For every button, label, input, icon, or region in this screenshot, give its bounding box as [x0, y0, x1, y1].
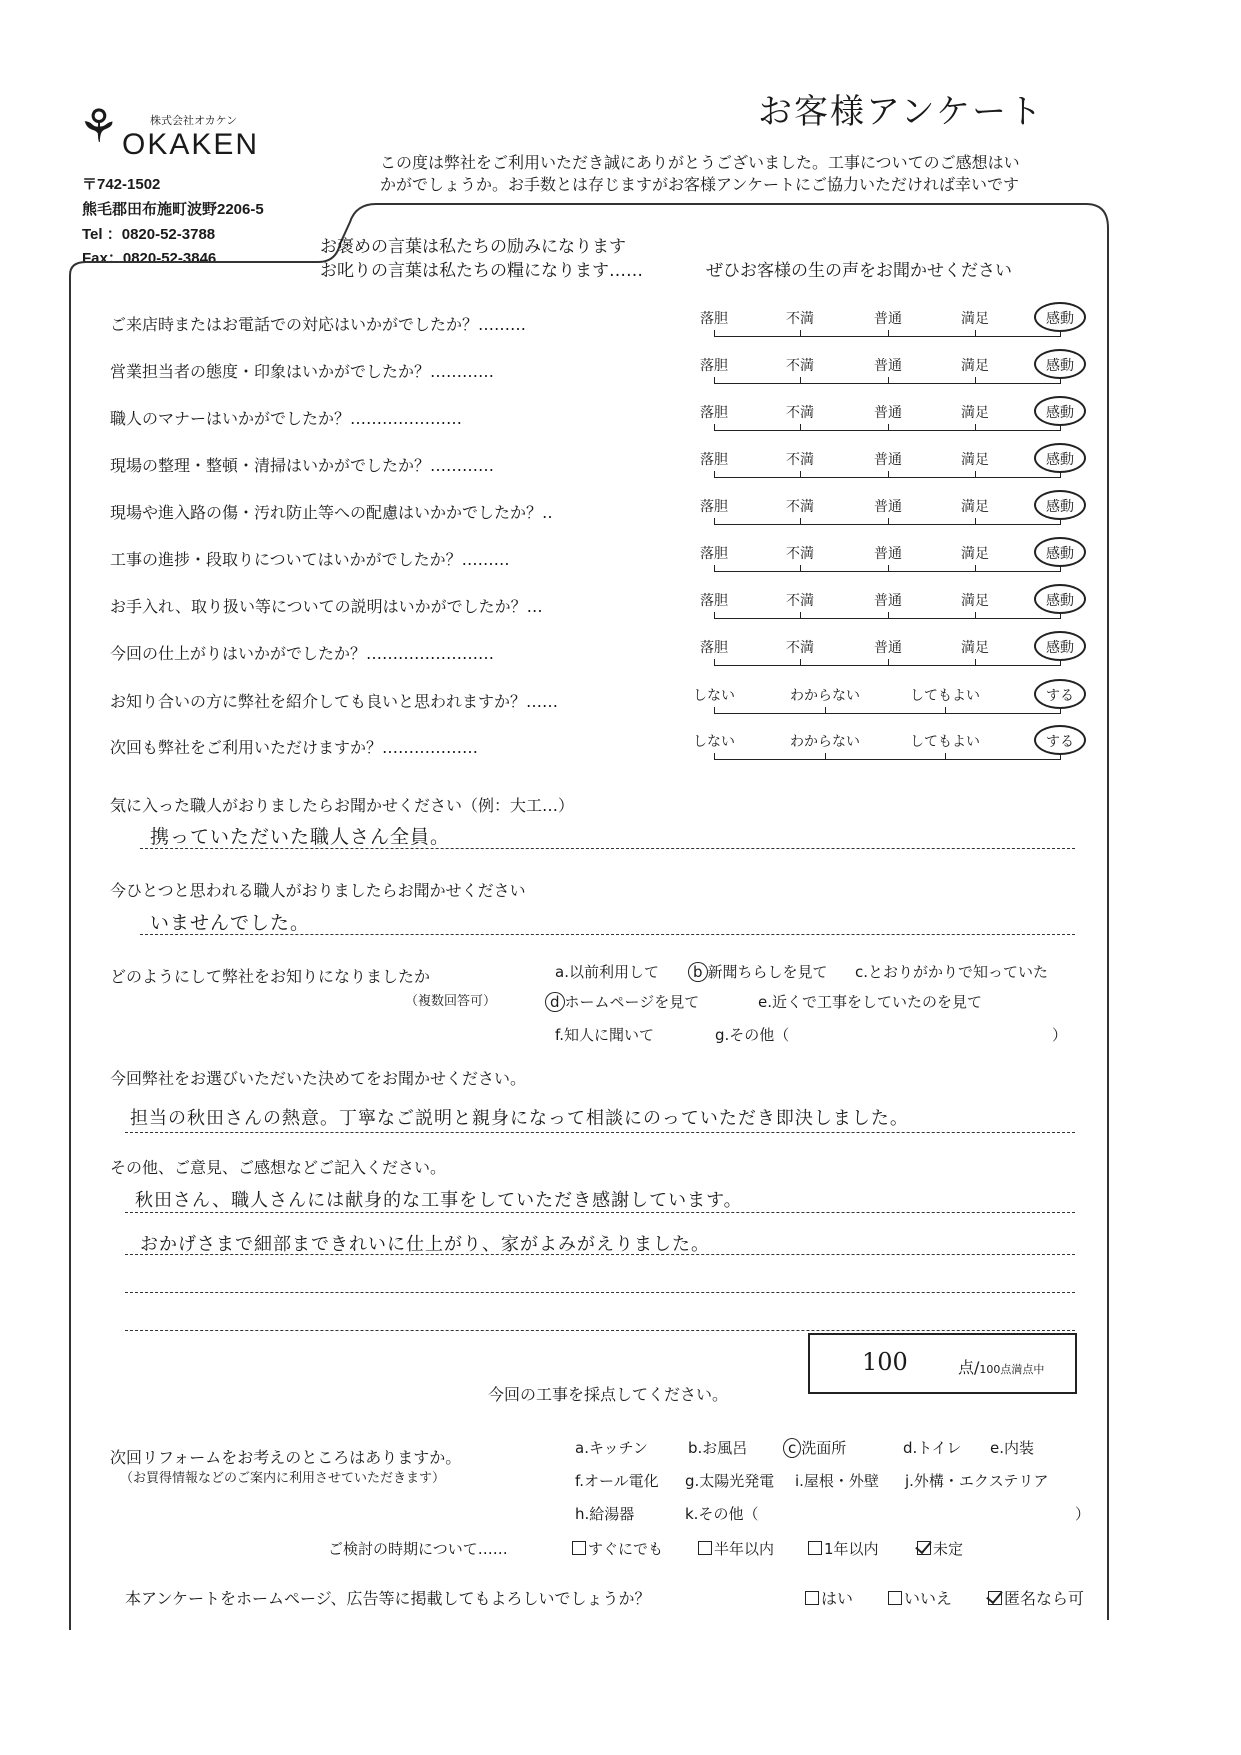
timing-option-half-year[interactable]: 半年以内 — [698, 1538, 774, 1559]
source-note: （複数回答可） — [405, 994, 497, 1009]
rating-scale[interactable] — [690, 685, 1074, 725]
source-question: どのようにして弊社をお知りになりましたか — [110, 967, 431, 986]
timing-option-undecided[interactable]: 未定 — [917, 1538, 963, 1559]
reason-question: 今回弊社をお選びいただいた決めてをお聞かせください。 — [110, 1069, 527, 1088]
checked-checkbox-icon — [917, 1541, 931, 1555]
page-title: お客様アンケート — [758, 92, 1044, 132]
scale-tick — [714, 330, 715, 337]
timing-option-soon[interactable]: すぐにでも — [572, 1538, 663, 1559]
scale-tick — [800, 659, 801, 666]
favorite-answer-line — [140, 848, 1075, 849]
scale-option[interactable]: しない — [693, 734, 735, 750]
scale-tick — [714, 753, 715, 760]
rating-question: 現場の整理・整頓・清掃はいかがでしたか？………… — [110, 456, 495, 475]
selected-circle — [1034, 725, 1086, 755]
scale-option[interactable]: 不満 — [786, 311, 814, 327]
scale-tick — [975, 612, 976, 619]
reform-question: 次回リフォームをお考えのところはありますか。 — [110, 1448, 462, 1467]
checkbox-icon — [572, 1541, 586, 1555]
checkbox-icon — [805, 1591, 819, 1605]
rating-scale[interactable] — [690, 449, 1074, 489]
scale-option[interactable]: 落胆 — [700, 499, 728, 515]
scale-option[interactable]: 普通 — [874, 452, 902, 468]
improve-question: 今ひとつと思われる職人がおりましたらお聞かせください — [110, 881, 526, 900]
scale-tick — [800, 518, 801, 525]
scale-tick — [800, 612, 801, 619]
scale-option[interactable]: 落胆 — [700, 593, 728, 609]
scale-option[interactable]: 感動 — [1046, 311, 1074, 327]
rating-question: 現場や進入路の傷・汚れ防止等への配慮はいかかでしたか？‥ — [110, 503, 553, 522]
score-label: 今回の工事を採点してください。 — [488, 1385, 729, 1404]
comments-line-1[interactable]: 秋田さん、職人さんには献身的な工事をしていただき感謝しています。 — [135, 1190, 743, 1211]
scale-tick — [714, 377, 715, 384]
selected-circle — [1034, 396, 1086, 426]
selected-circle: d — [545, 992, 565, 1012]
scale-tick — [800, 330, 801, 337]
scale-tick — [888, 330, 889, 337]
selected-circle — [1034, 537, 1086, 567]
scale-option[interactable]: 感動 — [1046, 499, 1074, 515]
scale-tick — [888, 518, 889, 525]
scale-line — [714, 618, 1060, 619]
scale-tick — [800, 424, 801, 431]
scale-option[interactable]: 感動 — [1046, 405, 1074, 421]
source-option-f[interactable]: f.知人に聞いて — [555, 1026, 654, 1044]
scale-line — [714, 477, 1060, 478]
source-option-e[interactable]: e.近くで工事をしていたのを見て — [758, 993, 982, 1011]
source-option-g[interactable]: g.その他（ — [715, 1026, 790, 1044]
scale-tick — [714, 612, 715, 619]
publish-question: 本アンケートをホームページ、広告等に掲載してもよろしいでしょうか？ — [125, 1589, 651, 1608]
scale-option[interactable]: 落胆 — [700, 546, 728, 562]
selected-circle — [1034, 443, 1086, 473]
selected-circle — [1034, 631, 1086, 661]
selected-circle: c — [783, 1438, 801, 1458]
reform-note: （お買得情報などのご案内に利用させていただきます） — [120, 1471, 446, 1486]
checkbox-icon — [888, 1591, 902, 1605]
scale-option[interactable]: 落胆 — [700, 405, 728, 421]
checkbox-icon — [698, 1541, 712, 1555]
source-option-g-close: ） — [1052, 1026, 1068, 1044]
scale-option[interactable]: 普通 — [874, 546, 902, 562]
reform-option-f[interactable]: f.オール電化 — [575, 1472, 659, 1490]
scale-option[interactable]: 不満 — [786, 593, 814, 609]
scale-line — [714, 430, 1060, 431]
rating-scale[interactable] — [690, 731, 1074, 771]
scale-option[interactable]: 満足 — [961, 640, 989, 656]
rating-question: 職人のマナーはいかがでしたか？………………… — [110, 409, 463, 428]
scale-option[interactable]: 不満 — [786, 640, 814, 656]
favorite-answer[interactable]: 携っていただいた職人さん全員。 — [150, 826, 451, 848]
source-option-d[interactable]: d ホームページを見て — [545, 991, 699, 1012]
scale-option[interactable]: 普通 — [874, 311, 902, 327]
scale-tick — [888, 424, 889, 431]
selected-circle — [1034, 349, 1086, 379]
scale-tick — [975, 377, 976, 384]
reform-option-a[interactable]: a.キッチン — [575, 1439, 648, 1457]
address: 熊毛郡田布施町波野2206-5 — [82, 201, 264, 218]
scale-option[interactable]: してもよい — [910, 688, 980, 704]
comments-line-2[interactable]: おかげさまで細部まできれいに仕上がり、家がよみがえりました。 — [140, 1234, 710, 1255]
scale-option[interactable]: 普通 — [874, 405, 902, 421]
scale-option[interactable]: 落胆 — [700, 358, 728, 374]
reform-option-b[interactable]: b.お風呂 — [688, 1439, 748, 1457]
timing-label: ご検討の時期について…… — [328, 1540, 508, 1558]
rating-scale[interactable] — [690, 308, 1074, 348]
intro-line-2: かがでしょうか。お手数とは存じますがお客様アンケートにご協力いただければ幸いです — [380, 175, 1020, 194]
rating-question: 工事の進捗・段取りについてはいかがでしたか？……… — [110, 550, 510, 569]
scale-line — [714, 571, 1060, 572]
scale-option[interactable]: 不満 — [786, 358, 814, 374]
scale-option[interactable]: してもよい — [910, 734, 980, 750]
publish-option-no[interactable]: いいえ — [888, 1586, 952, 1609]
scale-tick — [945, 753, 946, 760]
scale-option[interactable]: 感動 — [1046, 452, 1074, 468]
score-unit: 点/100点満点中 — [958, 1358, 1045, 1377]
rating-question: お知り合いの方に弊社を紹介しても良いと思われますか？…… — [110, 692, 559, 711]
company-name-small: 株式会社オカケン — [150, 114, 238, 127]
scale-tick — [888, 471, 889, 478]
selected-circle — [1034, 679, 1086, 709]
scale-option[interactable]: する — [1046, 734, 1074, 750]
reform-option-i[interactable]: i.屋根・外壁 — [795, 1472, 879, 1490]
scale-tick — [825, 707, 826, 714]
scale-option[interactable]: 落胆 — [700, 311, 728, 327]
scale-option[interactable]: 普通 — [874, 593, 902, 609]
scale-tick — [800, 471, 801, 478]
scale-tick — [975, 424, 976, 431]
scale-tick — [945, 707, 946, 714]
scale-option[interactable]: 感動 — [1046, 546, 1074, 562]
company-logo-icon: ⚘ — [78, 99, 120, 153]
scale-option[interactable]: 不満 — [786, 452, 814, 468]
reform-option-c[interactable]: c 洗面所 — [783, 1437, 846, 1458]
rating-question: 営業担当者の態度・印象はいかがでしたか？………… — [110, 362, 495, 381]
scale-tick — [714, 565, 715, 572]
source-option-a[interactable]: a.以前利用して — [555, 963, 659, 981]
rating-scale[interactable] — [690, 402, 1074, 442]
rating-scale[interactable] — [690, 496, 1074, 536]
scale-line — [714, 665, 1060, 666]
timing-option-one-year[interactable]: 1年以内 — [808, 1538, 879, 1559]
scale-option[interactable]: 満足 — [961, 358, 989, 374]
scale-option[interactable]: 不満 — [786, 499, 814, 515]
scale-tick — [888, 659, 889, 666]
rating-question: ご来店時またはお電話での対応はいかがでしたか？……… — [110, 315, 527, 334]
scale-option[interactable]: しない — [693, 688, 735, 704]
improve-answer[interactable]: いませんでした。 — [150, 912, 311, 934]
scale-option[interactable]: 感動 — [1046, 640, 1074, 656]
scale-option[interactable]: する — [1046, 688, 1074, 704]
comments-rule-1 — [125, 1212, 1075, 1213]
scale-tick — [975, 565, 976, 572]
publish-option-anonymous[interactable]: 匿名なら可 — [988, 1586, 1084, 1609]
scale-option[interactable]: 満足 — [961, 311, 989, 327]
comments-rule-2 — [125, 1254, 1075, 1255]
scale-option[interactable]: 普通 — [874, 358, 902, 374]
checked-checkbox-icon — [988, 1591, 1002, 1605]
improve-answer-line — [140, 934, 1075, 935]
scale-option[interactable]: 落胆 — [700, 452, 728, 468]
scale-tick — [714, 659, 715, 666]
motto-line-2: お叱りの言葉は私たちの糧になります…… — [320, 261, 643, 281]
scale-option[interactable]: わからない — [790, 688, 860, 704]
rating-question: お手入れ、取り扱い等についての説明はいかがでしたか？… — [110, 597, 543, 616]
scale-tick — [975, 518, 976, 525]
comments-rule-3 — [125, 1292, 1075, 1293]
reason-answer-line — [125, 1132, 1075, 1133]
scale-option[interactable]: 普通 — [874, 499, 902, 515]
fax: Fax：0820-52-3846 — [82, 250, 217, 267]
rating-question: 次回も弊社をご利用いただけますか？……………… — [110, 738, 479, 757]
scale-tick — [888, 565, 889, 572]
selected-circle — [1034, 584, 1086, 614]
scale-option[interactable]: 満足 — [961, 593, 989, 609]
scale-tick — [975, 330, 976, 337]
tel: Tel ：0820-52-3788 — [82, 226, 216, 243]
postal-code: 〒742-1502 — [82, 176, 161, 193]
scale-tick — [975, 471, 976, 478]
selected-circle — [1034, 490, 1086, 520]
reform-option-g[interactable]: g.太陽光発電 — [685, 1472, 775, 1490]
scale-line — [714, 336, 1060, 337]
reform-option-d[interactable]: d.トイレ — [903, 1439, 962, 1457]
rating-scale[interactable] — [690, 590, 1074, 630]
company-name: OKAKEN — [122, 128, 260, 161]
rating-scale[interactable] — [690, 543, 1074, 583]
score-value: 100 — [862, 1348, 908, 1376]
reason-answer[interactable]: 担当の秋田さんの熱意。丁寧なご説明と親身になって相談にのっていただき即決しました。 — [130, 1108, 909, 1129]
favorite-question: 気に入った職人がおりましたらお聞かせください（例：大工…） — [110, 796, 575, 815]
scale-option[interactable]: 満足 — [961, 452, 989, 468]
comments-question: その他、ご意見、ご感想などご記入ください。 — [110, 1158, 447, 1177]
scale-line — [714, 524, 1060, 525]
scale-option[interactable]: 落胆 — [700, 640, 728, 656]
scale-line — [714, 713, 1060, 714]
scale-option[interactable]: 満足 — [961, 546, 989, 562]
source-option-b[interactable]: b 新聞ちらしを見て — [688, 961, 828, 982]
scale-tick — [888, 612, 889, 619]
reform-option-e[interactable]: e.内装 — [990, 1439, 1034, 1457]
scale-tick — [888, 377, 889, 384]
scale-tick — [714, 471, 715, 478]
reform-option-k-close: ） — [1075, 1505, 1091, 1523]
scale-option[interactable]: 満足 — [961, 499, 989, 515]
motto-right: ぜひお客様の生の声をお聞かせください — [706, 261, 1012, 281]
rating-scale[interactable] — [690, 355, 1074, 395]
scale-tick — [800, 377, 801, 384]
scale-tick — [714, 707, 715, 714]
rating-question: 今回の仕上がりはいかがでしたか？…………………… — [110, 644, 495, 663]
scale-tick — [825, 753, 826, 760]
scale-option[interactable]: 満足 — [961, 405, 989, 421]
comments-rule-4 — [125, 1330, 1075, 1331]
checkbox-icon — [808, 1541, 822, 1555]
scale-tick — [714, 518, 715, 525]
rating-scale[interactable] — [690, 637, 1074, 677]
scale-tick — [975, 659, 976, 666]
scale-line — [714, 383, 1060, 384]
scale-line — [714, 759, 1060, 760]
motto-line-1: お褒めの言葉は私たちの励みになります — [320, 237, 626, 257]
scale-option[interactable]: 普通 — [874, 640, 902, 656]
scale-option[interactable]: わからない — [790, 734, 860, 750]
reform-option-h[interactable]: h.給湯器 — [575, 1505, 635, 1523]
reform-option-k[interactable]: k.その他（ — [685, 1505, 759, 1523]
source-option-c[interactable]: c.とおりがかりで知っていた — [855, 963, 1049, 981]
selected-circle — [1034, 302, 1086, 332]
scale-tick — [714, 424, 715, 431]
scale-option[interactable]: 感動 — [1046, 593, 1074, 609]
scale-option[interactable]: 不満 — [786, 405, 814, 421]
reform-option-j[interactable]: j.外構・エクステリア — [905, 1472, 1049, 1490]
scale-tick — [800, 565, 801, 572]
scale-option[interactable]: 感動 — [1046, 358, 1074, 374]
scale-option[interactable]: 不満 — [786, 546, 814, 562]
publish-option-yes[interactable]: はい — [805, 1586, 853, 1609]
selected-circle: b — [688, 962, 708, 982]
intro-line-1: この度は弊社をご利用いただき誠にありがとうございました。工事についてのご感想はい — [380, 153, 1020, 172]
